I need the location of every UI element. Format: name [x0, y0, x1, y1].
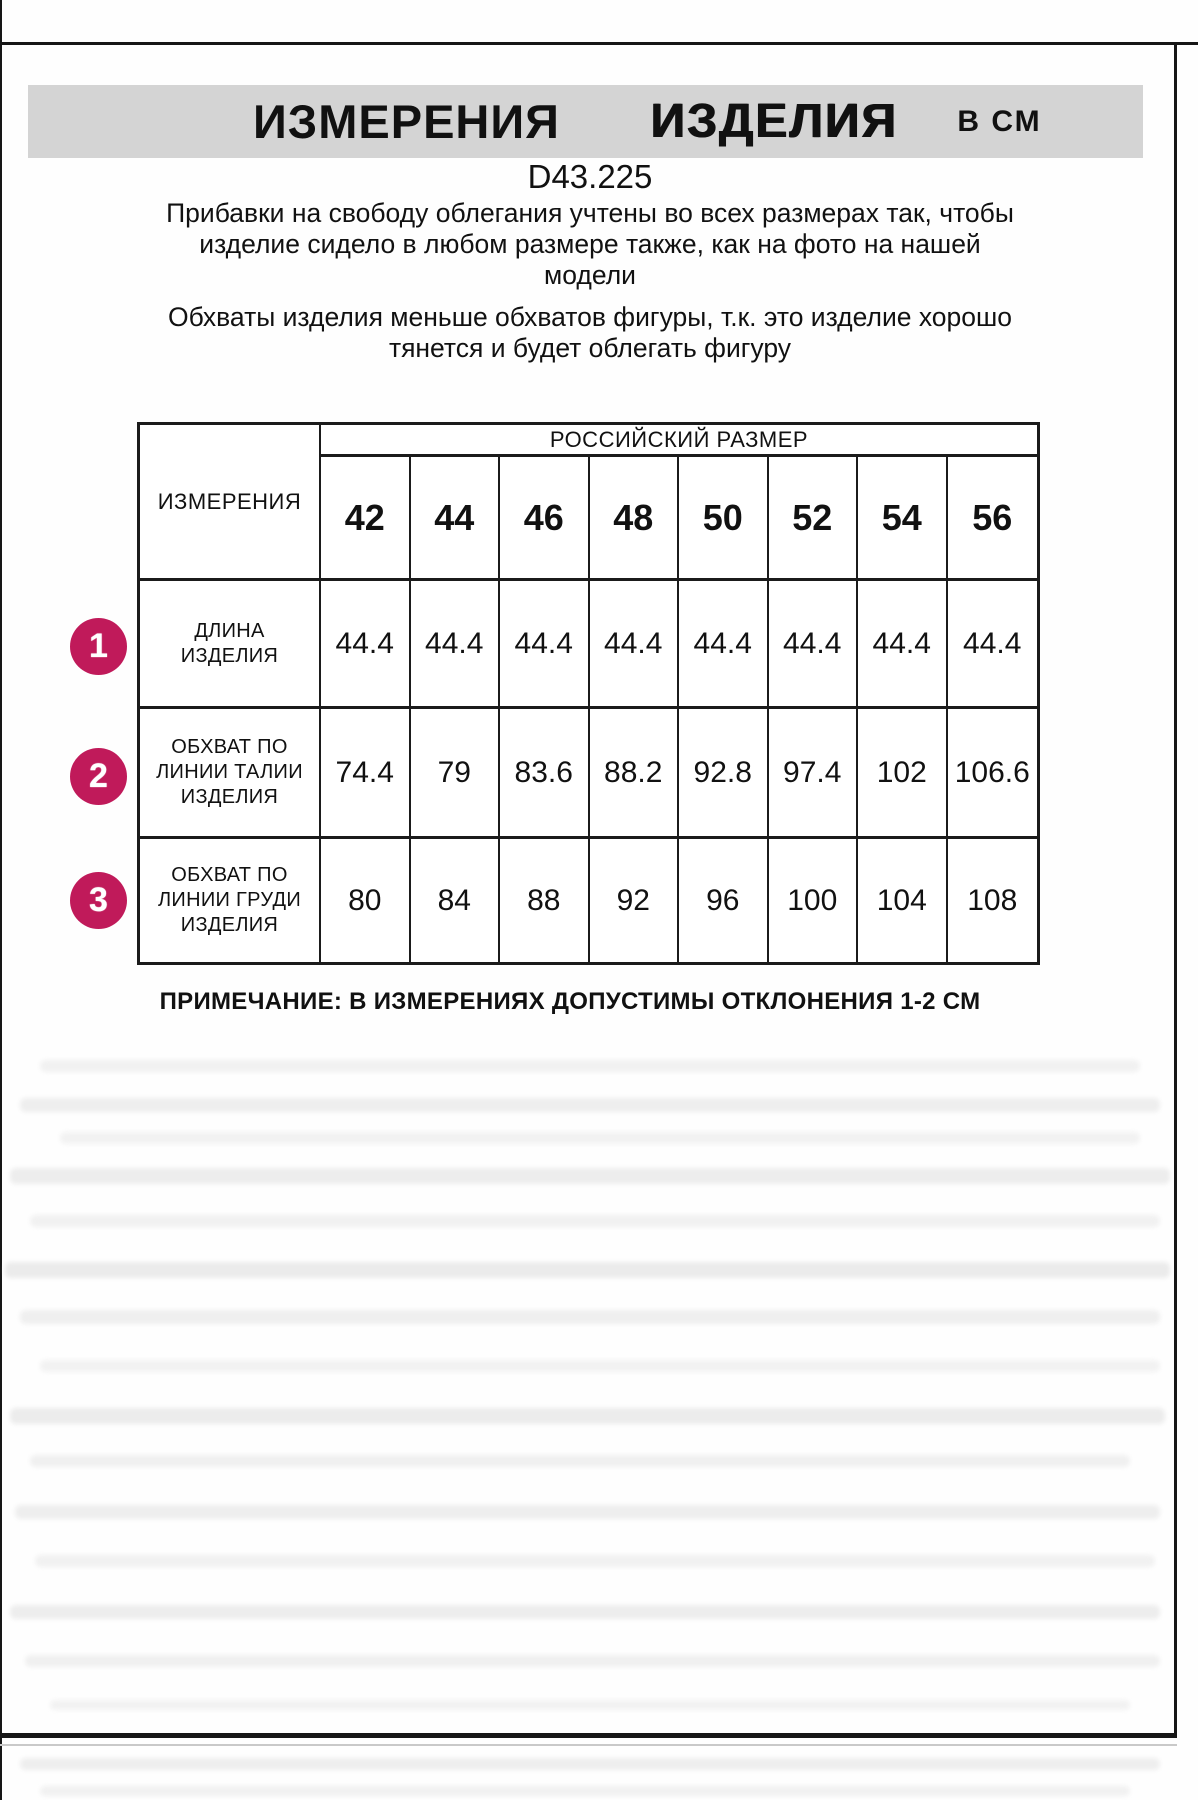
size-col-header: 46: [500, 457, 590, 581]
size-col-header: 42: [321, 457, 411, 581]
table-group-header: РОССИЙСКИЙ РАЗМЕР: [321, 425, 1037, 457]
ghost-text-artifact: [10, 1168, 1170, 1184]
row-number-badge-3: 3: [70, 872, 127, 929]
row-label-line: ЛИНИИ ГРУДИ: [157, 889, 301, 911]
value-cell: 44.4: [321, 581, 411, 709]
value-cell: 92: [590, 839, 680, 962]
value-cell: 74.4: [321, 709, 411, 839]
table-corner-label: ИЗМЕРЕНИЯ: [140, 425, 321, 581]
ghost-text-artifact: [10, 1605, 1160, 1619]
paragraph-line: модели: [544, 260, 636, 290]
value-cell: 44.4: [858, 581, 948, 709]
value-cell: 44.4: [769, 581, 859, 709]
ghost-text-artifact: [40, 1360, 1160, 1372]
value-cell: 84: [411, 839, 501, 962]
size-col-header: 52: [769, 457, 859, 581]
ghost-text-artifact: [30, 1215, 1160, 1227]
value-cell: 97.4: [769, 709, 859, 839]
ghost-text-artifact: [25, 1655, 1160, 1667]
page-border-bottom: [0, 1733, 1177, 1738]
tolerance-note: ПРИМЕЧАНИЕ: В ИЗМЕРЕНИЯХ ДОПУСТИМЫ ОТКЛОНЕНИЯ 1-2 СМ: [159, 988, 981, 1015]
row-label-length: [140, 581, 321, 709]
row-label-line: ИЗДЕЛИЯ: [180, 644, 279, 667]
value-cell: 44.4: [948, 581, 1038, 709]
value-cell: 102: [858, 709, 948, 839]
value-cell: 108: [967, 883, 1018, 917]
ghost-text-artifact: [35, 1555, 1155, 1567]
row-number-badge-1: 1: [70, 618, 127, 675]
ghost-text-artifact: [50, 1700, 1130, 1710]
value-cell: 44.4: [590, 581, 680, 709]
value-cell: 80: [321, 839, 411, 962]
ghost-text-artifact: [40, 1786, 1130, 1796]
value-cell: 96: [679, 839, 769, 962]
page-border-bottom-shadow: [0, 1744, 1177, 1746]
row-label-line: ИЗДЕЛИЯ: [180, 786, 279, 808]
value-cell: 79: [411, 709, 501, 839]
value-cell: 104: [858, 839, 948, 962]
value-cell: 44.4: [411, 581, 501, 709]
ghost-text-artifact: [10, 1408, 1165, 1424]
size-col-header: 44: [411, 457, 501, 581]
row-label-line: ЛИНИИ ТАЛИИ: [156, 761, 303, 783]
page-border-right: [1174, 42, 1177, 1736]
ghost-text-artifact: [5, 1262, 1170, 1278]
ghost-text-artifact: [20, 1310, 1160, 1324]
value-cell: 83.6: [500, 709, 590, 839]
value-cell: 100: [769, 839, 859, 962]
ghost-text-artifact: [30, 1455, 1130, 1467]
intro-paragraph-fit: [100, 198, 1080, 291]
ghost-text-artifact: [15, 1505, 1160, 1519]
product-code: D43.225: [527, 158, 653, 195]
measurements-table: [137, 422, 1040, 965]
value-cell: 106.6: [948, 709, 1038, 839]
ghost-text-artifact: [20, 1758, 1160, 1770]
row-label-waist: [140, 709, 321, 839]
row-label-line: ОБХВАТ ПО: [171, 736, 288, 758]
value-cell: 88.2: [590, 709, 680, 839]
title-banner: [28, 85, 1143, 158]
size-col-header: 56: [948, 457, 1038, 581]
row-label-chest: [140, 839, 321, 962]
size-col-header: 54: [858, 457, 948, 581]
page-border-top: [0, 42, 1198, 45]
paragraph-line: Прибавки на свободу облегания учтены во всех размерах так, чтобы: [166, 198, 1014, 228]
value-cell: 44.4: [500, 581, 590, 709]
paragraph-line: Обхваты изделия меньше обхватов фигуры, т.к. это изделие хорошо: [167, 302, 1013, 332]
size-col-header: 48: [590, 457, 680, 581]
page-border-left: [0, 0, 2, 1800]
row-number-badge-2: 2: [70, 748, 127, 805]
value-cell: 44.4: [679, 581, 769, 709]
title-unit-label: В СМ: [957, 104, 1042, 138]
ghost-text-artifact: [40, 1060, 1140, 1072]
row-label-line: ИЗДЕЛИЯ: [180, 914, 279, 936]
intro-paragraph-stretch: [100, 302, 1080, 364]
value-cell: 92.8: [679, 709, 769, 839]
title-word-measurements: ИЗМЕРЕНИЯ: [253, 95, 560, 148]
paragraph-line: тянется и будет облегать фигуру: [388, 333, 792, 363]
row-label-line: ДЛИНА: [194, 619, 265, 642]
title-word-product: ИЗДЕЛИЯ: [649, 95, 898, 148]
value-cell: 88: [500, 839, 590, 962]
size-col-header: 50: [679, 457, 769, 581]
ghost-text-artifact: [20, 1098, 1160, 1112]
paragraph-line: изделие сидело в любом размере также, как на фото на нашей: [199, 229, 981, 259]
row-label-line: ОБХВАТ ПО: [171, 864, 288, 886]
ghost-text-artifact: [60, 1132, 1140, 1144]
